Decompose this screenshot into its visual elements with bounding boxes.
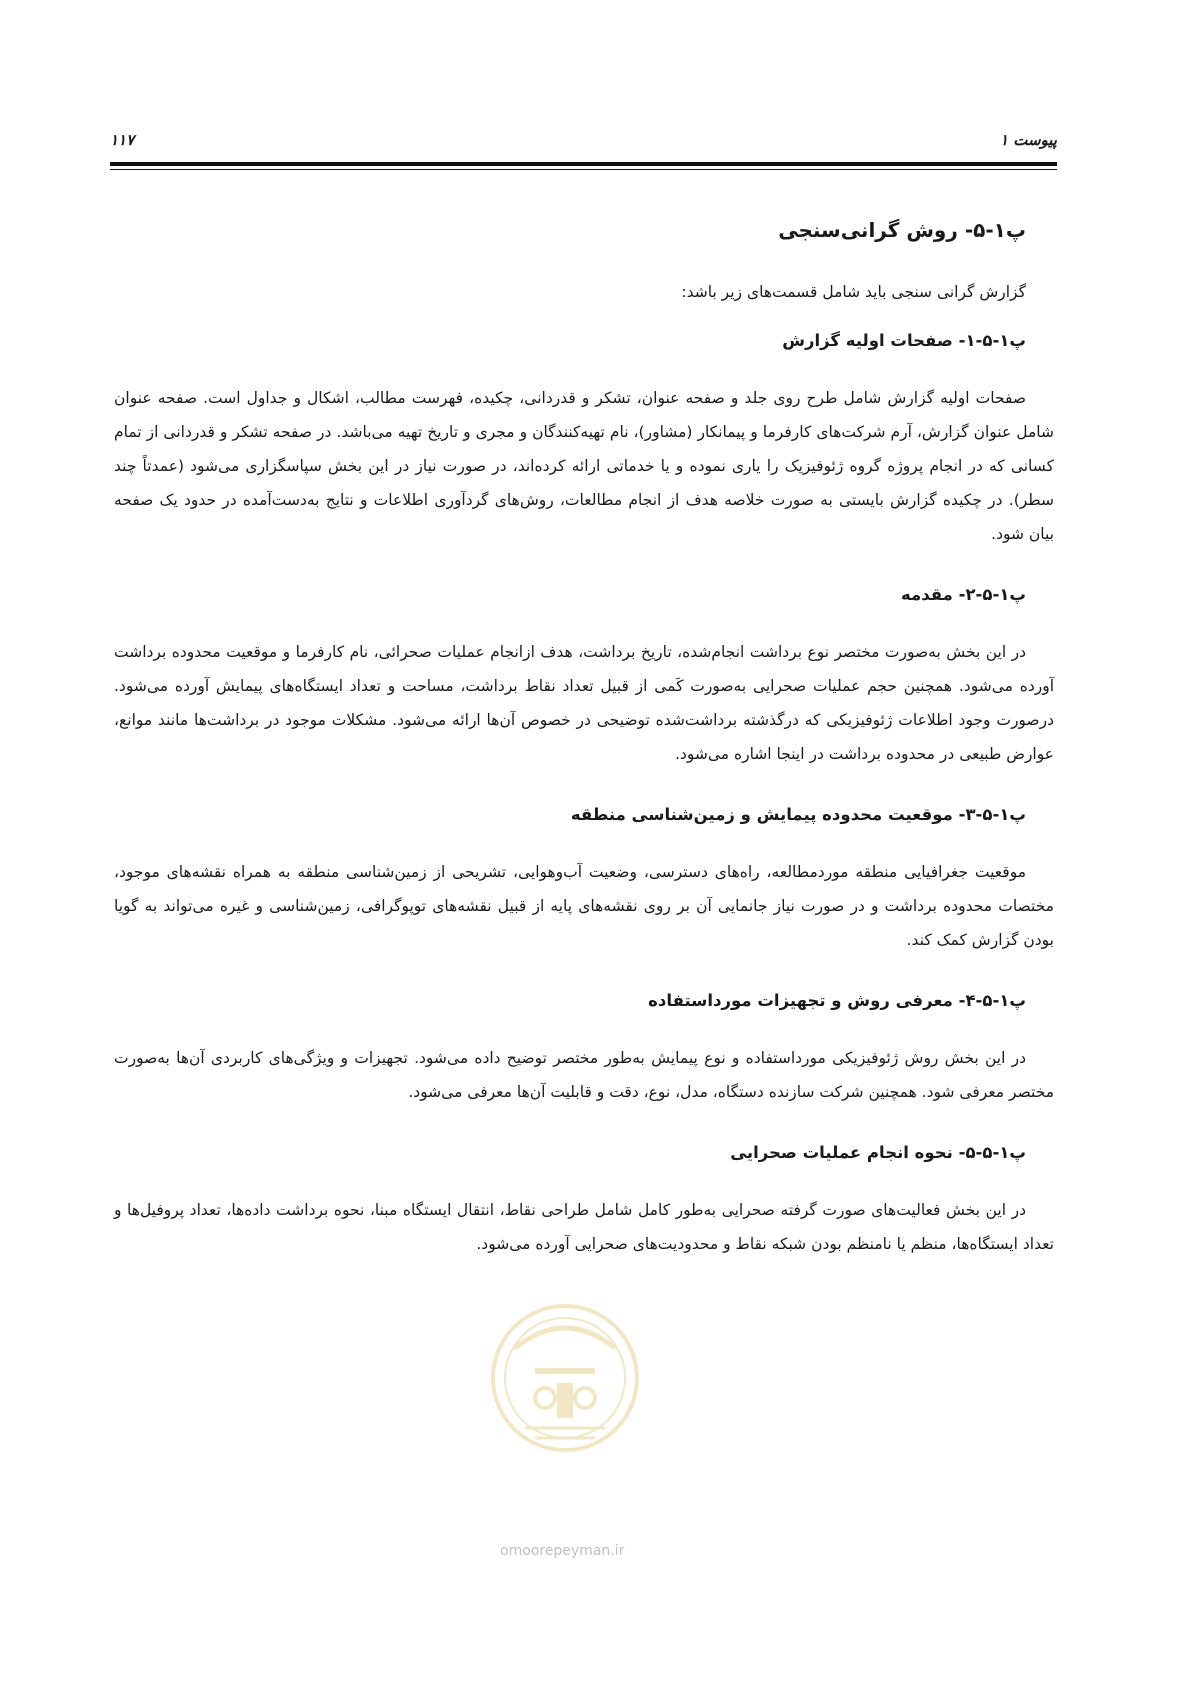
header-rule-thin <box>110 169 1057 170</box>
subsection-body-2: در این بخش به‌صورت مختصر نوع برداشت انجام‌شده، تاریخ برداشت، هدف ازانجام عملیات صحرائی، نام کارفرما و موقعیت محدوده برداشت آورده می‌شود. همچنین حجم عملیات صحرایی به‌صورت کَمی از قبیل تعداد نقاط برداشت، مساحت و تعداد ایستگاه‌های پیمایش آورده می‌شود. درصورت وجود اطلاعات ژئوفیزیکی که درگذشته برداشت‌شده توضیحی در خصوص آن‌ها ارائه می‌شود. مشکلات موجود در برداشت‌ها مانند موانع، عوارض طبیعی در محدوده برداشت در اینجا اشاره می‌شود. <box>114 643 1054 763</box>
watermark-seal-icon <box>485 1288 645 1488</box>
header-rule-thick <box>110 162 1057 166</box>
subsection-body-5: در این بخش فعالیت‌های صورت گرفته صحرایی به‌طور کامل شامل طراحی نقاط، انتقال ایستگاه مبنا، نحوه برداشت داده‌ها، تعداد پروفیل‌ها و تعداد ایستگاه‌ها، منظم یا نامنظم بودن شبکه نقاط و محدودیت‌های صحرایی آورده می‌شود. <box>114 1201 1054 1253</box>
page-header <box>110 131 1057 155</box>
subsection-heading-4: پ۱-۵-۴- معرفی روش و تجهیزات مورداستفاده <box>648 991 1026 1010</box>
running-header-section: پیوست ۱ <box>999 131 1057 149</box>
page-number: ۱۱۷ <box>110 131 135 149</box>
document-body <box>114 218 1054 1295</box>
subsection-heading-2: پ۱-۵-۲- مقدمه <box>901 585 1026 604</box>
subsection-heading-3: پ۱-۵-۳- موقعیت محدوده پیمایش و زمین‌شناسی منطقه <box>570 805 1026 824</box>
subsection-body-3: موقعیت جغرافیایی منطقه موردمطالعه، راه‌های دسترسی، وضعیت آب‌وهوایی، تشریحی از زمین‌شناسی منطقه به همراه نقشه‌های موجود، مختصات محدوده برداشت و در صورت نیاز جانمایی آن بر روی نقشه‌های پایه از قبیل نقشه‌های توپوگرافی، زمین‌شناسی و غیره می‌تواند به گویا بودن گزارش کمک کند. <box>114 863 1054 949</box>
watermark-site-text: omoorepeyman.ir <box>500 1543 625 1559</box>
section-title: پ۱-۵- روش گرانی‌سنجی <box>778 218 1026 242</box>
subsection-body-1: صفحات اولیه گزارش شامل طرح روی جلد و صفحه عنوان، تشکر و قدردانی، چکیده، فهرست مطالب، اشکال و جداول است. صفحه عنوان شامل عنوان گزارش، آرم شرکت‌های کارفرما و پیمانکار (مشاور)، نام تهیه‌کنندگان و مجری و تاریخ تهیه می‌باشد. در صفحه تشکر و قدردانی از تمام کسانی که در انجام پروژه گروه ژئوفیزیک را یاری نموده و یا خدماتی ارائه کرده‌اند، در صورت نیاز در این بخش سپاسگزاری می‌شود (عمدتاً چند سطر). در چکیده گزارش بایستی به صورت خلاصه هدف از انجام مطالعات، روش‌های گردآوری اطلاعات و نتایج به‌دست‌آمده در حدود یک صفحه بیان شود. <box>114 389 1054 543</box>
subsection-heading-1: پ۱-۵-۱- صفحات اولیه گزارش <box>782 331 1026 350</box>
subsection-heading-5: پ۱-۵-۵- نحوه انجام عملیات صحرایی <box>730 1143 1026 1162</box>
intro-paragraph: گزارش گرانی سنجی باید شامل قسمت‌های زیر باشد: <box>681 283 1026 301</box>
subsection-body-4: در این بخش روش ژئوفیزیکی مورداستفاده و نوع پیمایش به‌طور مختصر توضیح داده می‌شود. تجهیزات و ویژگی‌های کاربردی آن‌ها به‌صورت مختصر معرفی شود. همچنین شرکت سازنده دستگاه، مدل، نوع، دقت و قابلیت آن‌ها معرفی می‌شود. <box>114 1049 1054 1101</box>
